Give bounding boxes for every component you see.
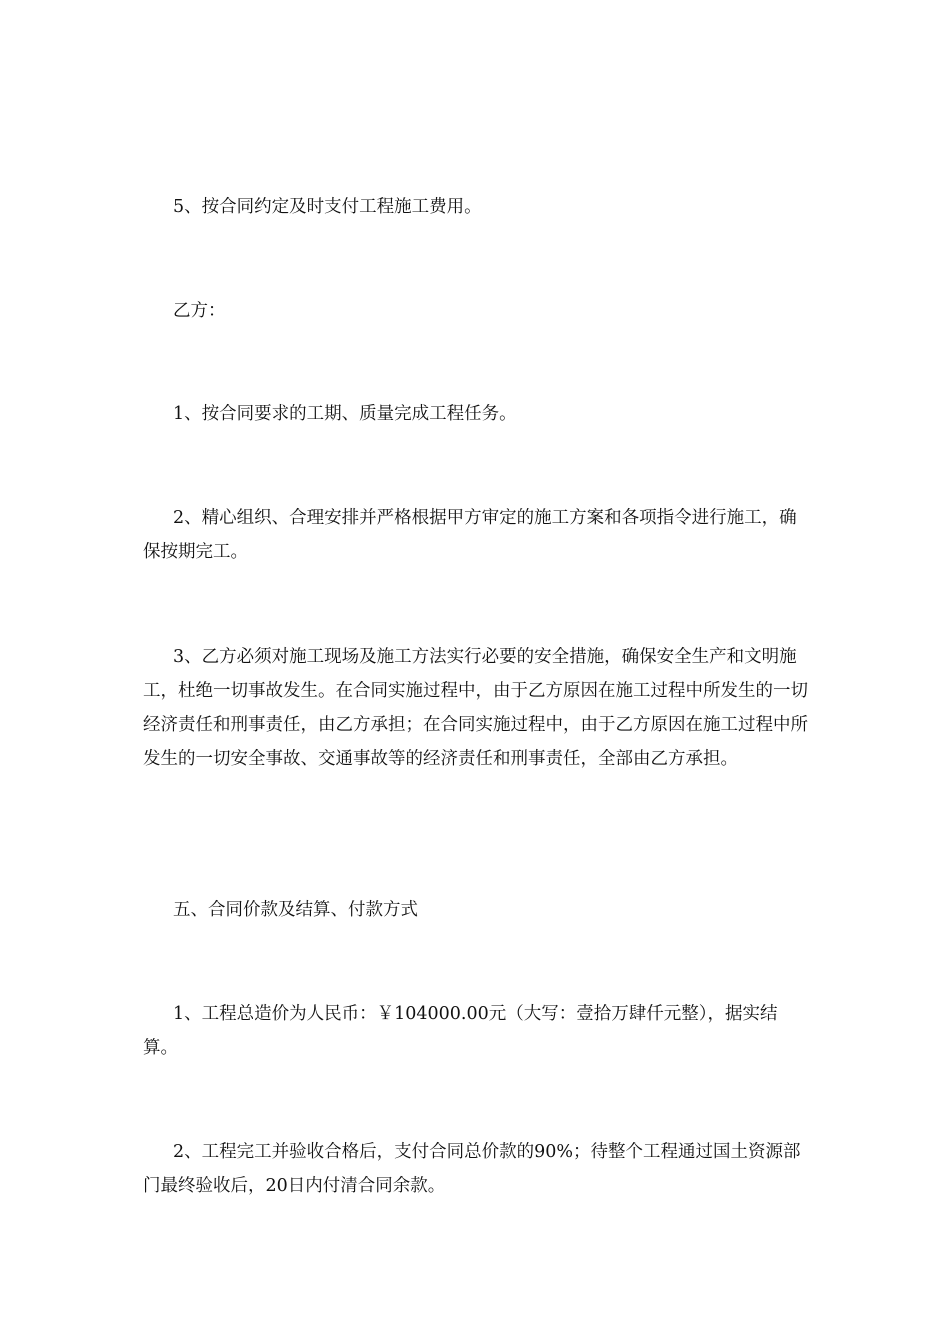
section-heading-price-settlement: 五、合同价款及结算、付款方式 [173, 900, 418, 920]
paragraph-party-b-heading: 乙方： [173, 301, 226, 321]
paragraph-party-b-item-1: 1、按合同要求的工期、质量完成工程任务。 [173, 404, 517, 424]
paragraph-price-item-1: 1、工程总造价为人民币：￥104000.00元（大写：壹拾万肆仟元整），据实结算。 [143, 1004, 778, 1058]
paragraph-party-a-item-5: 5、按合同约定及时支付工程施工费用。 [173, 197, 482, 217]
paragraph-party-b-item-3: 3、乙方必须对施工现场及施工方法实行必要的安全措施，确保安全生产和文明施工，杜绝一切事故发生。在合同实施过程中，由于乙方原因在施工过程中所发生的一切经济责任和刑事责任，由乙方承担；在合同实施过程中，由于乙方原因在施工过程中所发生的一切安全事故、交通事故等的经济责任和刑事责任，全部由乙方承担。 [143, 647, 808, 769]
paragraph-party-b-item-2: 2、精心组织、合理安排并严格根据甲方审定的施工方案和各项指令进行施工，确保按期完工。 [143, 508, 797, 562]
paragraph-price-item-2: 2、工程完工并验收合格后，支付合同总价款的90%；待整个工程通过国土资源部门最终验收后，20日内付清合同余款。 [143, 1142, 801, 1196]
